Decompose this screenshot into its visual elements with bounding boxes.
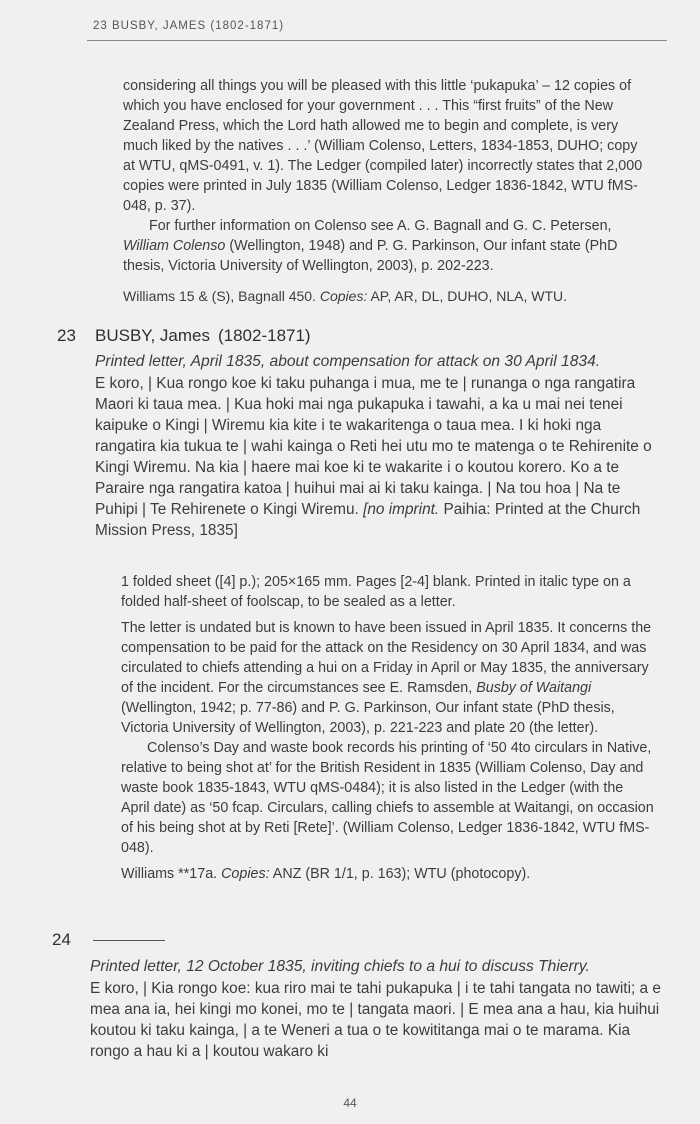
note-paragraph: For further information on Colenso see A. G. Bagnall and G. C. Petersen, William Colenso (Wellington, 1948) and P. G. Parkinson, Our infant state (PhD thesis, Victoria University of Wellington, 2003), p. 202-223. (123, 218, 618, 274)
entry-23-notes (121, 572, 655, 884)
physical-description: 1 folded sheet ([4] p.); 205×165 mm. Pages [2-4] blank. Printed in italic type on a folded half-sheet of foolscap, to be sealed as a letter. (121, 574, 631, 610)
entry-number: 24 (52, 930, 71, 949)
entry-subtitle: Printed letter, 12 October 1835, inviting chiefs to a hui to discuss Thierry. (90, 958, 590, 975)
entry-number: 23 (57, 326, 76, 345)
note-paragraph: Colenso’s Day and waste book records his printing of ‘50 4to circulars in Native, relative to being shot at’ for the British Resident in 1835 (William Colenso, Day and waste book 1835-1843, WTU qMS-0484); it is also listed in the Ledger (with the April date) as ‘50 fcap. Circulars, calling chiefs to assemble at Waitangi, on occasion of his being shot at by Reti [Rete]’. (William Colenso, Ledger 1836-1842, WTU fMS-048). (121, 740, 654, 856)
previous-entry-notes (123, 76, 653, 306)
bibliography-line: Williams 15 & (S), Bagnall 450. Copies: AP, AR, DL, DUHO, NLA, WTU. (123, 288, 568, 304)
note-paragraph: considering all things you will be pleased with this little ‘pukapuka’ – 12 copies of which you have enclosed for your government . . . This “first fruits” of the New Zealand Press, which the Lord hath allowed me to begin and complete, is very much liked by the natives . . .’ (William Colenso, Letters, 1834-1853, DUHO; copy at WTU, qMS-0491, v. 1). The Ledger (compiled later) incorrectly states that 2,000 copies were printed in July 1835 (William Colenso, Ledger 1836-1842, WTU fMS-048, p. 37). (123, 78, 643, 214)
entry-dates: (1802-1871) (217, 326, 311, 345)
entry-subtitle: Printed letter, April 1835, about compensation for attack on 30 April 1834. (95, 353, 601, 370)
entry-heading (95, 326, 311, 346)
page-number: 44 (343, 1096, 357, 1110)
header-rule (87, 40, 667, 41)
entry-author: BUSBY, James (95, 326, 210, 345)
running-header: 23 BUSBY, JAMES (1802-1871) (93, 20, 285, 32)
author-repeat-dash (93, 940, 165, 941)
note-paragraph: The letter is undated but is known to have been issued in April 1835. It concerns the compensation to be paid for the attack on the Residency on 30 April 1834, and was circulated to chiefs attending a hui on a Friday in April or May 1835, the anniversary of the incident. For the circumstances see E. Ramsden, Busby of Waitangi (Wellington, 1942; p. 77-86) and P. G. Parkinson, Our infant state (PhD thesis, Victoria University of Wellington, 2003), p. 221-223 and plate 20 (the letter). (121, 620, 652, 736)
entry-24-body (90, 956, 665, 1062)
bibliography-line: Williams **17a. Copies: ANZ (BR 1/1, p. 163); WTU (photocopy). (121, 866, 531, 882)
entry-transcription: E koro, | Kua rongo koe ki taku puhanga i mua, me te | runanga o nga rangatira Maori ki taua mea. | Kua hoki mai nga pukapuka i tawahi, a ka u mai nei tenei kaipuke o Kingi | Wiremu kia kite i te wakaritenga o taua mea. I ki hoki nga rangatira kia tukua te | wahi kainga o Reti hei utu mo te matenga o te Rehirenite o Kingi Wiremu. Na kia | haere mai koe ki te wakarite i o koutou korero. Ko a te Paraire nga rangatira katoa | huihui mai ai ki taku kainga. | Na tou hoa | Na te Puhipi | Te Rehirenete o Kingi Wiremu. [no imprint. Paihia: Printed at the Church Mission Press, 1835] (95, 375, 652, 539)
entry-transcription: E koro, | Kia rongo koe: kua riro mai te tahi pukapuka | i te tahi tangata no tawiti; a e mea ana ia, hei kingi mo konei, mo te | tangata maori. | E mea ana a hau, kia huihui koutou ki taku kainga, | a te Weneri a tua o te kowititanga mai o te marama. Kia rongo a hau ki a | koutou wakaro ki (90, 980, 661, 1060)
entry-23-body (95, 351, 655, 541)
